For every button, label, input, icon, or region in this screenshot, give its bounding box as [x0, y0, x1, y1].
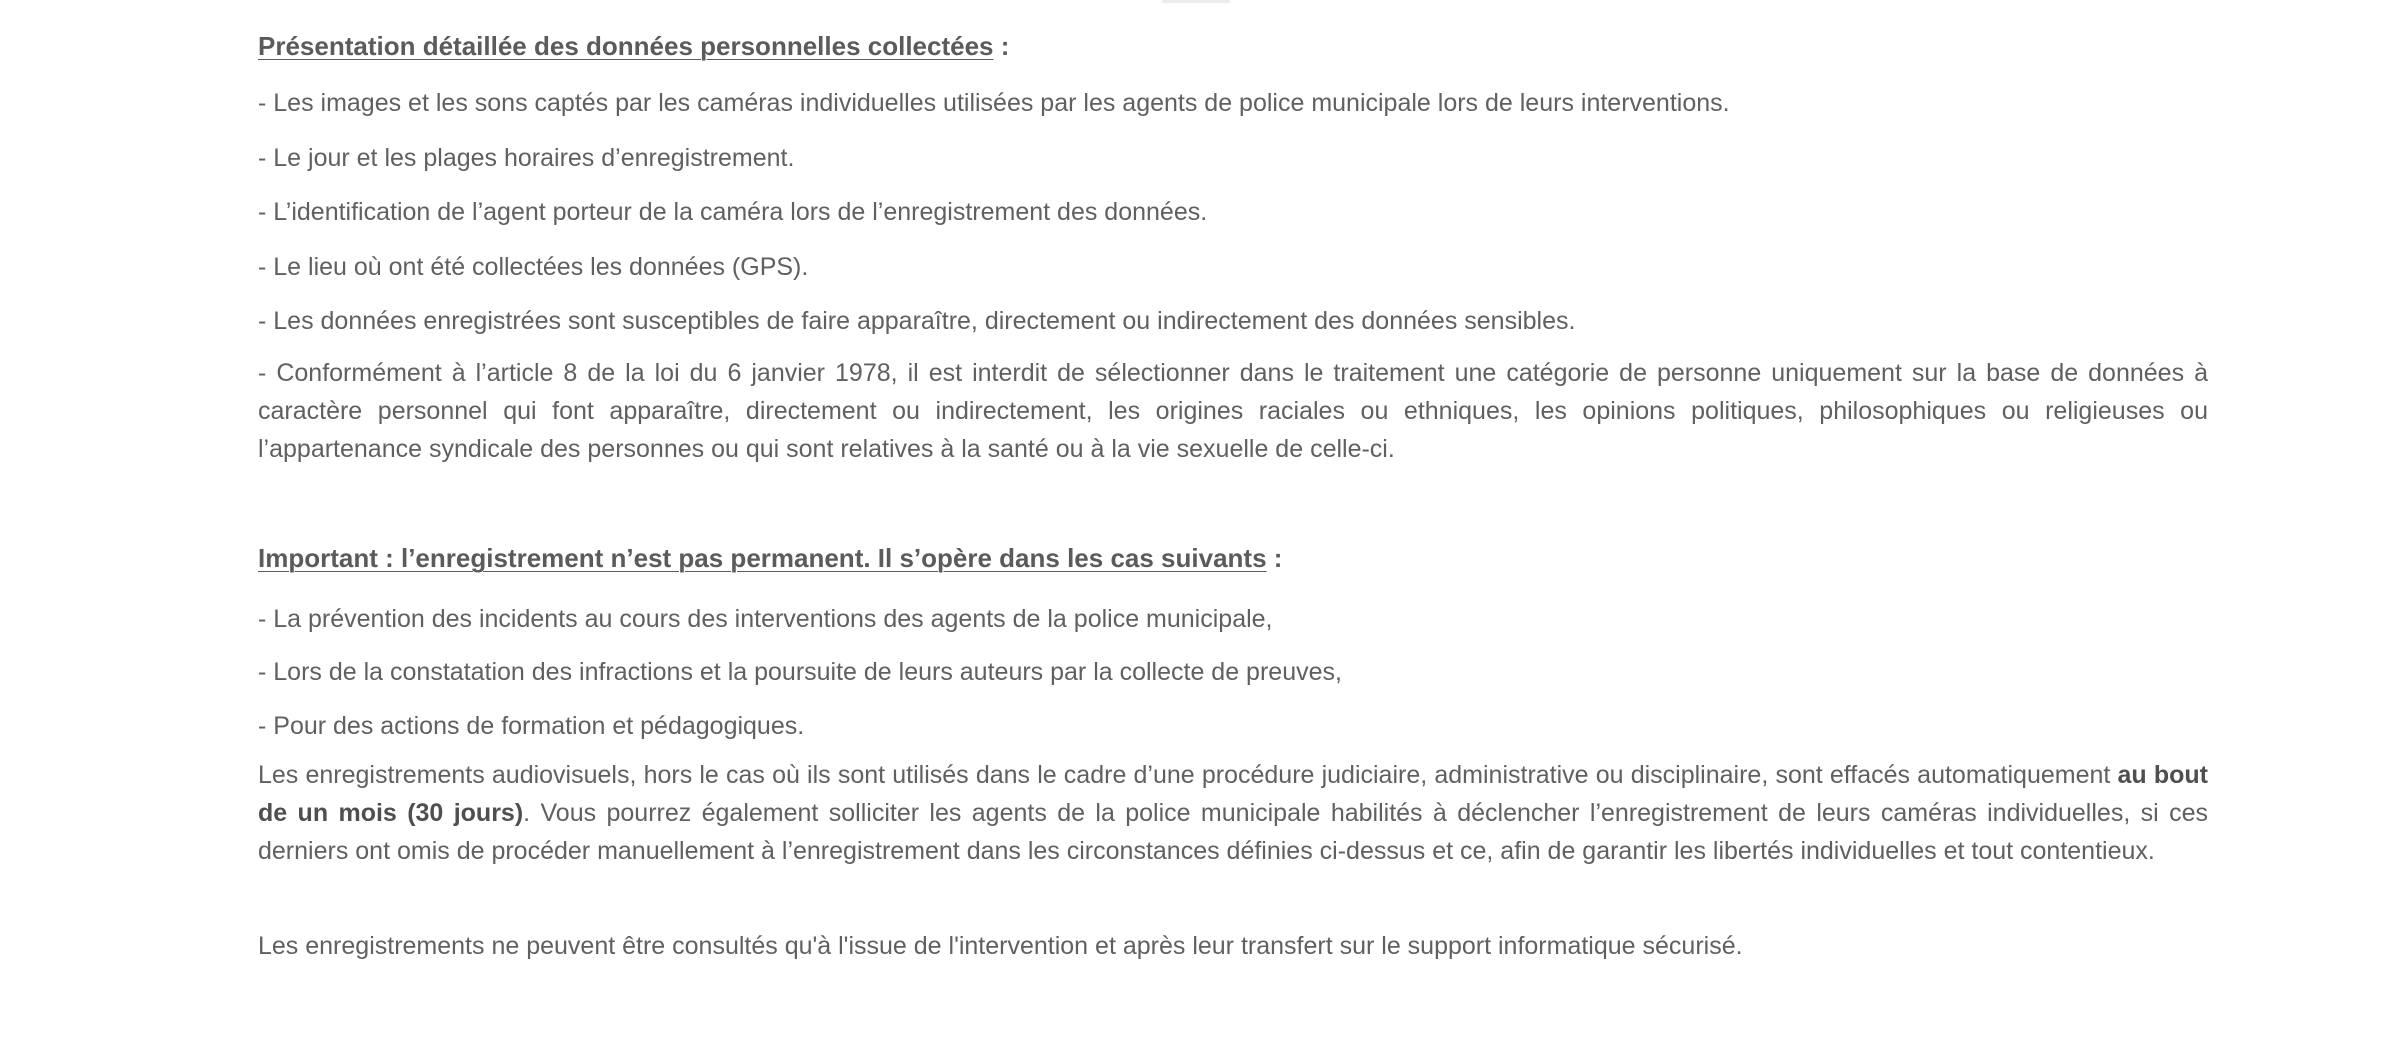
retention-period-bold: au bout de un mois (30 jours) [258, 761, 2208, 827]
section-heading-data-collected-text: Présentation détaillée des données personnelles collectées [258, 31, 994, 61]
section-heading-data-collected [258, 28, 1009, 64]
list-item-offence-evidence: - Lors de la constatation des infractions et la poursuite de leurs auteurs par la collecte de preuves, [258, 658, 1342, 686]
section-heading-data-collected-suffix: : [993, 31, 1010, 61]
section-heading-recording-cases-text: Important : l’enregistrement n’est pas permanent. Il s’opère dans les cas suivants [258, 543, 1267, 573]
consultation-paragraph: Les enregistrements ne peuvent être consultés qu'à l'issue de l'intervention et après leur transfert sur le support informatique sécurisé. [258, 932, 1743, 960]
list-item-incident-prevention: - La prévention des incidents au cours des interventions des agents de la police municipale, [258, 605, 1273, 633]
list-item-sensitive-data: - Les données enregistrées sont susceptibles de faire apparaître, directement ou indirectement des données sensibles. [258, 307, 1576, 335]
retention-paragraph-after: . Vous pourrez également solliciter les agents de la police municipale habilités à déclencher l’enregistrement de leurs caméras individuelles, si ces derniers ont omis de procéder manuellement à l’enregistrement dans les circonstances définies ci-dessus et ce, afin de garantir les libertés individuelles et tout contentieux. [258, 799, 2208, 865]
document-page [258, 0, 2208, 1058]
list-item-images-sounds: - Les images et les sons captés par les caméras individuelles utilisées par les agents de police municipale lors de leurs interventions. [258, 89, 1730, 117]
article-8-paragraph: - Conformément à l’article 8 de la loi du 6 janvier 1978, il est interdit de sélectionner dans le traitement une catégorie de personne uniquement sur la base de données à caractère personnel qui font apparaître, directement ou indirectement, les origines raciales ou ethniques, les opinions politiques, philosophiques ou religieuses ou l’appartenance syndicale des personnes ou qui sont relatives à la santé ou à la vie sexuelle de celle-ci. [258, 359, 2208, 463]
list-item-day-time: - Le jour et les plages horaires d’enregistrement. [258, 144, 795, 172]
section-heading-recording-cases [258, 540, 1282, 576]
list-item-location-gps: - Le lieu où ont été collectées les données (GPS). [258, 253, 809, 281]
list-item-agent-identification: - L’identification de l’agent porteur de la caméra lors de l’enregistrement des données. [258, 198, 1208, 226]
retention-paragraph [258, 756, 2208, 870]
page-top-mark [1162, 0, 1230, 3]
section-heading-recording-cases-suffix: : [1266, 543, 1283, 573]
list-item-training: - Pour des actions de formation et pédagogiques. [258, 712, 805, 740]
retention-paragraph-before: Les enregistrements audiovisuels, hors le cas où ils sont utilisés dans le cadre d’une procédure judiciaire, administrative ou disciplinaire, sont effacés automatiquement [258, 761, 2118, 789]
